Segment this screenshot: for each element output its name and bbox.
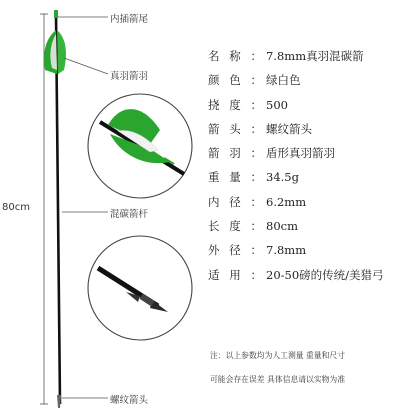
spec-label: 箭 头 ：: [208, 121, 262, 136]
spec-value: 螺纹箭头: [266, 121, 312, 136]
spec-label: 外 径 ：: [208, 243, 262, 258]
spec-row-outer-diameter: [208, 242, 418, 266]
spec-label: 挠 度 ：: [208, 97, 262, 112]
arrow-fletching: [44, 30, 66, 74]
length-bracket: [40, 14, 48, 404]
spec-row-weight: [208, 169, 418, 193]
callout-shaft: 混碳箭杆: [110, 209, 149, 220]
arrow-point: [57, 395, 61, 408]
spec-label: 名 称 ：: [208, 49, 262, 63]
spec-value: 盾形真羽箭羽: [266, 146, 335, 161]
spec-row-color: [208, 72, 418, 96]
spec-value: 6.2mm: [266, 194, 307, 209]
spec-row-point: [208, 121, 418, 145]
zoom-circle-fletching: [88, 94, 192, 198]
spec-row-fletching: [208, 145, 418, 169]
spec-row-usage: [208, 267, 418, 291]
spec-row-spine: [208, 97, 418, 121]
spec-value: 绿白色: [266, 73, 301, 88]
callout-point: 螺纹箭头: [110, 395, 149, 406]
spec-label: 箭 羽 ：: [208, 146, 262, 161]
spec-table: [208, 48, 418, 291]
arrow-nock: [54, 10, 58, 18]
spec-value: 500: [266, 97, 288, 112]
note-line-2: 可能会存在误差 具体信息请以实物为准: [210, 375, 346, 384]
spec-label: 重 量 ：: [208, 170, 262, 185]
spec-row-name: [208, 48, 418, 72]
spec-value: 34.5g: [266, 170, 299, 185]
spec-value: 7.8mm真羽混碳箭: [266, 49, 364, 63]
spec-label: 长 度 ：: [208, 219, 262, 234]
spec-label: 内 径 ：: [208, 194, 262, 209]
spec-label: 适 用 ：: [208, 267, 262, 282]
spec-value: 80cm: [266, 219, 298, 234]
length-label: 80cm: [2, 202, 30, 213]
callout-nock: 内插箭尾: [110, 14, 149, 25]
callout-vanes: 真羽箭羽: [110, 71, 149, 82]
spec-row-length: [208, 218, 418, 242]
zoom-circle-point: [88, 236, 192, 340]
spec-row-inner-diameter: [208, 194, 418, 218]
callout-lines: [58, 17, 108, 398]
note-line-1: 注：以上参数均为人工测量 重量和尺寸: [210, 351, 346, 360]
spec-label: 颜 色 ：: [208, 73, 262, 88]
spec-value: 20-50磅的传统/美猎弓: [266, 267, 384, 282]
spec-value: 7.8mm: [266, 243, 307, 258]
